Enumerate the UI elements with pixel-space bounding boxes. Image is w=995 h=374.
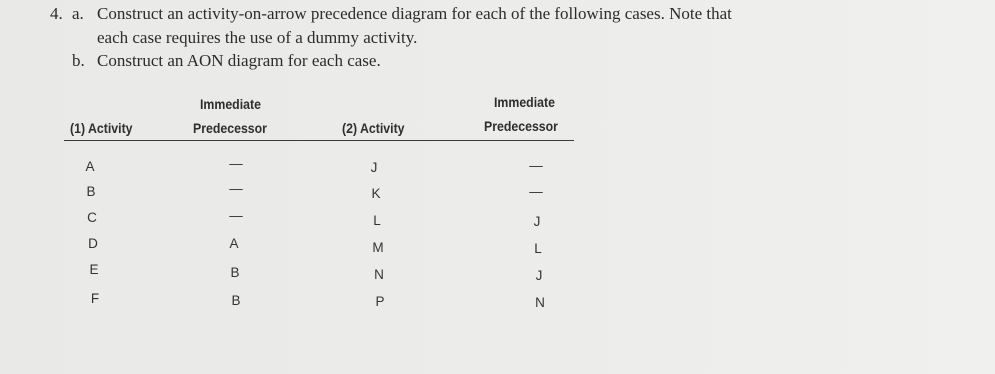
case1-predecessor-cell: — bbox=[229, 181, 243, 196]
case1-predecessor-cell: — bbox=[229, 156, 243, 171]
case2-predecessor-cell: — bbox=[529, 184, 543, 199]
case2-predecessor-cell: N bbox=[535, 295, 545, 310]
case2-activity-cell: K bbox=[371, 186, 381, 201]
part-a-letter: a. bbox=[72, 4, 84, 23]
case2-activity-cell: J bbox=[370, 160, 378, 175]
case2-activity-cell: N bbox=[374, 267, 384, 282]
case1-predecessor-cell: — bbox=[229, 208, 243, 223]
part-b-letter: b. bbox=[72, 51, 85, 70]
case1-activity-header: (1) Activity bbox=[70, 120, 133, 136]
case1-activity-cell: F bbox=[90, 291, 100, 306]
case2-activity-header: (2) Activity bbox=[342, 120, 405, 136]
case1-activity-cell: E bbox=[89, 262, 99, 277]
part-a-line-1: Construct an activity-on-arrow precedence diagram for each of the following cases. Note that bbox=[97, 4, 732, 23]
case1-activity-cell: B bbox=[86, 184, 96, 199]
part-b-text: Construct an AON diagram for each case. bbox=[97, 51, 381, 70]
case1-predecessor-header-line1: Immediate bbox=[200, 96, 261, 112]
part-a-line-2: each case requires the use of a dummy activity. bbox=[97, 28, 418, 47]
case1-predecessor-cell: B bbox=[231, 293, 241, 308]
case1-predecessor-cell: A bbox=[229, 236, 239, 251]
case2-predecessor-cell: J bbox=[533, 214, 541, 229]
case2-predecessor-header-line2: Predecessor bbox=[484, 118, 558, 134]
question-number: 4. bbox=[50, 4, 63, 23]
header-rule bbox=[64, 140, 574, 141]
case1-predecessor-cell: B bbox=[230, 265, 240, 280]
case1-activity-cell: C bbox=[87, 210, 97, 225]
case2-predecessor-cell: J bbox=[535, 268, 543, 283]
case2-predecessor-header-line1: Immediate bbox=[494, 94, 555, 110]
case1-activity-cell: D bbox=[88, 236, 98, 251]
case1-activity-cell: A bbox=[85, 159, 95, 174]
case1-predecessor-header-line2: Predecessor bbox=[193, 120, 267, 136]
case2-activity-cell: L bbox=[373, 213, 381, 228]
case2-activity-cell: M bbox=[372, 240, 384, 255]
case2-predecessor-cell: — bbox=[529, 158, 543, 173]
case2-activity-cell: P bbox=[375, 294, 385, 309]
case2-predecessor-cell: L bbox=[534, 241, 542, 256]
